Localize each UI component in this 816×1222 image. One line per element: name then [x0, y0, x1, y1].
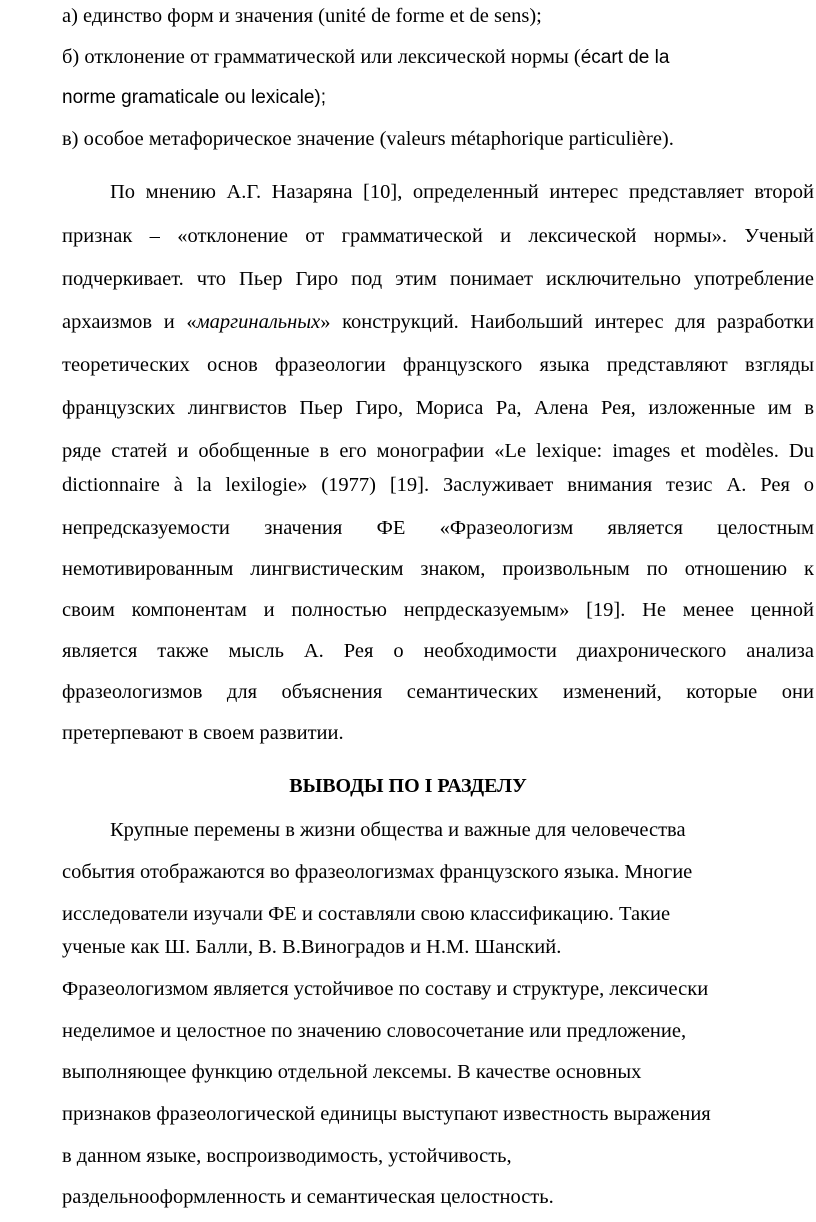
list-item-b-ru: б) отклонение от грамматической или лексической нормы ( [62, 46, 581, 68]
paragraph-2-line-1: Крупные перемены в жизни общества и важные для человечества [110, 819, 686, 841]
paragraph-1-line-1: По мнению А.Г. Назаряна [10], определенный интерес представляет второй [110, 181, 814, 203]
paragraph-2-line-9: в данном языке, воспроизводимость, устойчивость, [62, 1145, 512, 1167]
paragraph-1-line-9: непредсказуемости значения ФЕ «Фразеологизм является целостным [62, 517, 814, 539]
list-item-b-fr: écart de la [580, 47, 670, 68]
paragraph-2-line-3: исследователи изучали ФЕ и составляли свою классификацию. Такие [62, 903, 671, 925]
emphasis-marginal: маргинальных [196, 311, 321, 333]
paragraph-1-line-4 [62, 310, 814, 334]
paragraph-1-line-7: ряде статей и обобщенные в его монографии «Le lexique: images et modèles. Du [62, 440, 814, 462]
paragraph-1-line-10: немотивированным лингвистическим знаком, произвольным по отношению к [62, 558, 814, 580]
paragraph-1-line-4-a: архаизмов и « [62, 311, 197, 333]
paragraph-2-line-2: события отображаются во фразеологизмах французского языка. Многие [62, 861, 693, 883]
list-item-a: а) единство форм и значения (unité de forme et de sens); [62, 5, 542, 27]
paragraph-1-line-8: dictionnaire à la lexilogie» (1977) [19]. Заслуживает внимания тезис А. Рея о [62, 474, 814, 496]
paragraph-2-line-4: ученые как Ш. Балли, В. В.Виноградов и Н.М. Шанский. [62, 936, 562, 958]
paragraph-1-line-12: является также мысль А. Рея о необходимости диахронического анализа [62, 640, 814, 662]
paragraph-2-line-7: выполняющее функцию отдельной лексемы. В качестве основных [62, 1061, 642, 1083]
list-item-c: в) особое метафорическое значение (valeurs métaphorique particulière). [62, 128, 674, 150]
paragraph-1-line-11: своим компонентам и полностью непрдесказуемым» [19]. Не менее ценной [62, 599, 814, 621]
list-item-b [62, 45, 669, 70]
section-heading: ВЫВОДЫ ПО I РАЗДЕЛУ [289, 775, 527, 797]
list-item-b-continuation: norme gramaticale ou lexicale); [62, 87, 327, 108]
paragraph-1-line-2: признак – «отклонение от грамматической и лексической нормы». Ученый [62, 225, 814, 247]
paragraph-2-line-5: Фразеологизмом является устойчивое по составу и структуре, лексически [62, 978, 709, 1000]
paragraph-1-line-4-b: » конструкций. Наибольший интерес для разработки [320, 311, 814, 333]
paragraph-1-line-14: претерпевают в своем развитии. [62, 722, 344, 744]
paragraph-2-line-6: неделимое и целостное по значению словосочетание или предложение, [62, 1020, 687, 1042]
paragraph-1-line-6: французских лингвистов Пьер Гиро, Мориса Ра, Алена Рея, изложенные им в [62, 397, 814, 419]
paragraph-1-line-13: фразеологизмов для объяснения семантических изменений, которые они [62, 681, 814, 703]
paragraph-2-line-10: раздельнооформленность и семантическая целостность. [62, 1186, 554, 1208]
paragraph-2-line-8: признаков фразеологической единицы выступают известность выражения [62, 1103, 711, 1125]
paragraph-1-line-5: теоретических основ фразеологии французского языка представляют взгляды [62, 354, 814, 376]
paragraph-1-line-3: подчеркивает. что Пьер Гиро под этим понимает исключительно употребление [62, 268, 814, 290]
